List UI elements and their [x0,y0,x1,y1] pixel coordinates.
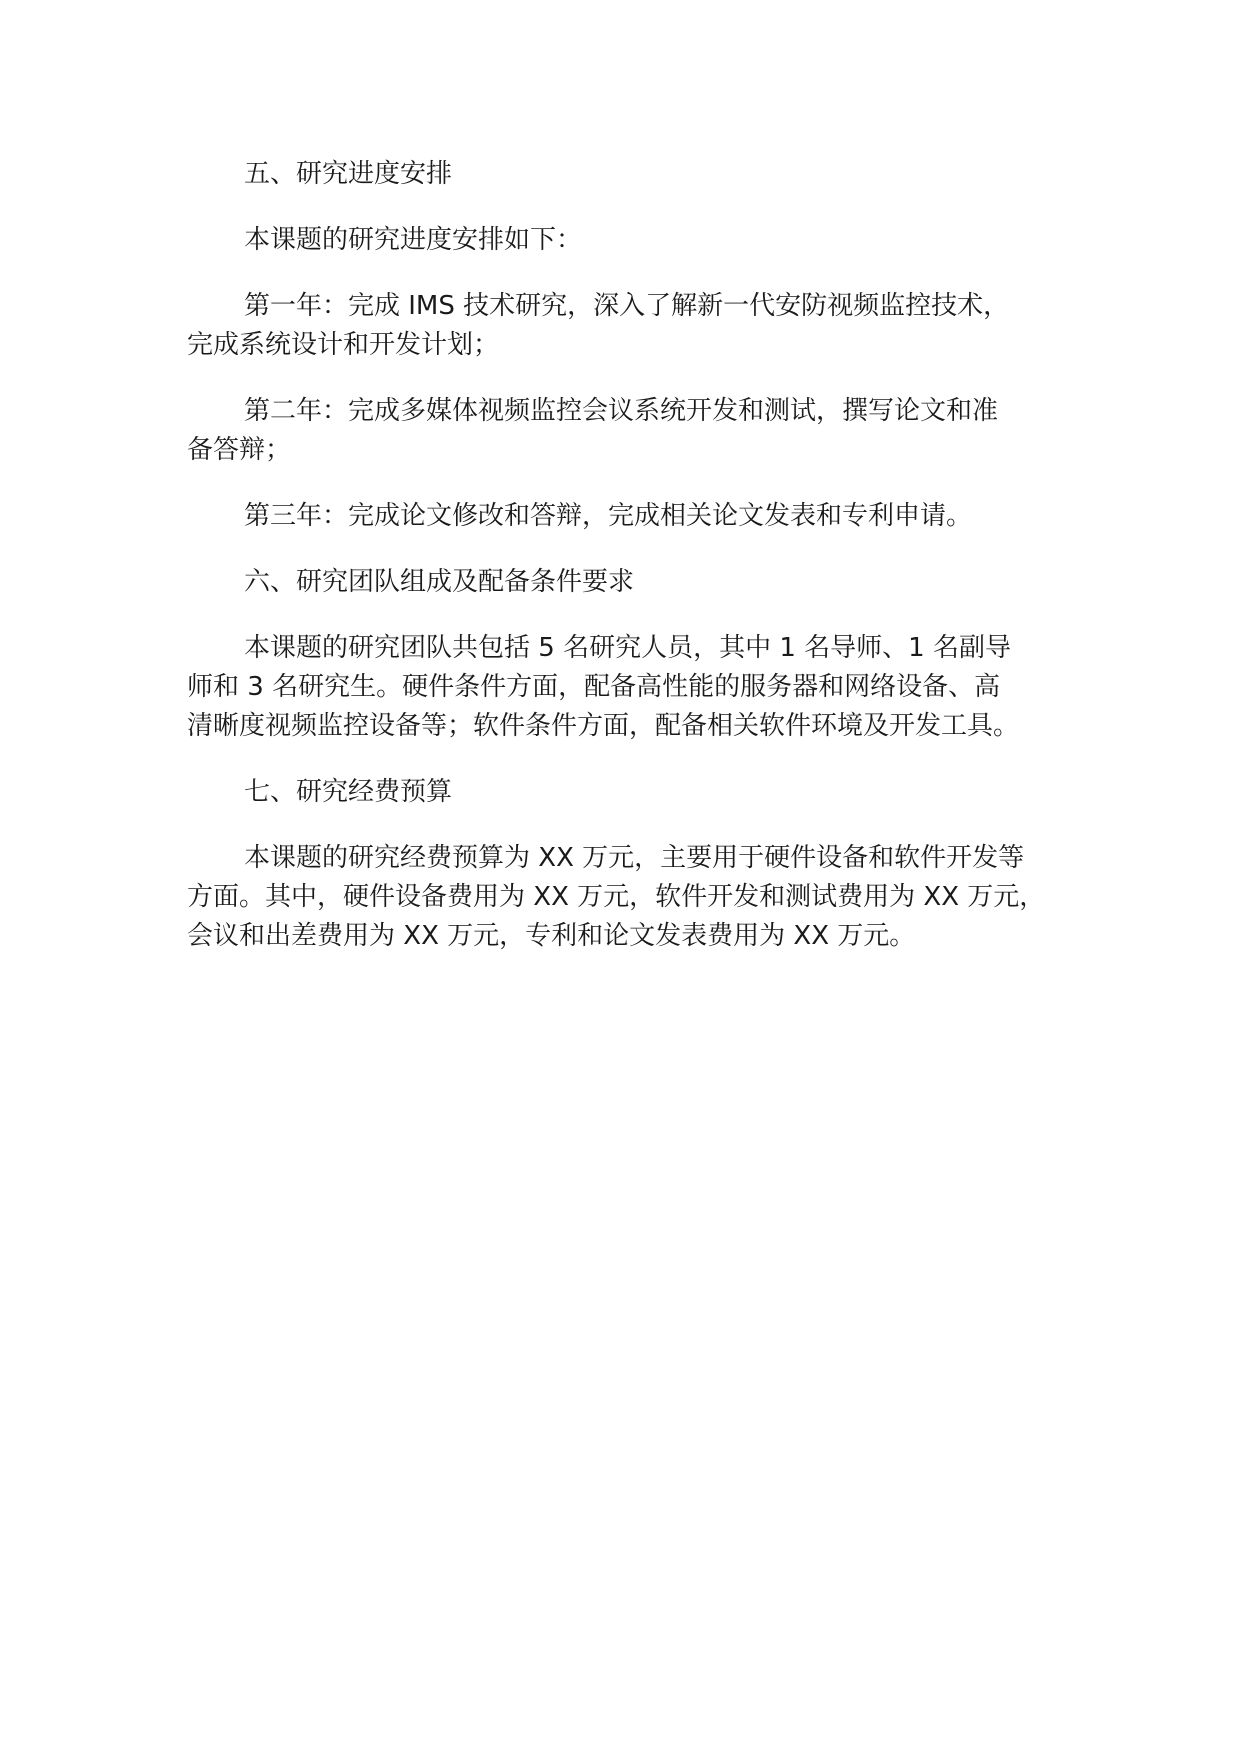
paragraph-team [187,629,1082,746]
paragraph-year-two [187,392,1082,470]
paragraph-line: 会议和出差费用为 XX 万元，专利和论文发表费用为 XX 万元。 [187,921,916,951]
paragraph-line: 完成系统设计和开发计划； [187,330,500,360]
paragraph-schedule-intro [187,221,1082,260]
paragraph-line: 清晰度视频监控设备等；软件条件方面，配备相关软件环境及开发工具。 [187,711,1020,741]
paragraph-year-three [187,497,1082,536]
paragraph-year-one [187,287,1082,365]
document-body [187,155,1082,983]
section-heading-budget: 七、研究经费预算 [244,777,453,807]
paragraph-budget [187,839,1082,956]
paragraph-line: 师和 3 名研究生。硬件条件方面，配备高性能的服务器和网络设备、高 [187,672,1001,702]
paragraph-line: 第二年：完成多媒体视频监控会议系统开发和测试，撰写论文和准 [244,396,999,426]
paragraph-line: 本课题的研究团队共包括 5 名研究人员，其中 1 名导师、1 名副导 [244,633,1011,663]
section-heading-team: 六、研究团队组成及配备条件要求 [244,567,635,597]
paragraph-line: 备答辩； [187,435,292,465]
paragraph-line: 本课题的研究进度安排如下： [244,225,583,255]
paragraph-line: 第三年：完成论文修改和答辩，完成相关论文发表和专利申请。 [244,501,973,531]
paragraph-line: 方面。其中，硬件设备费用为 XX 万元，软件开发和测试费用为 XX 万元， [187,882,1046,912]
section-heading-schedule: 五、研究进度安排 [244,159,453,189]
paragraph-line: 第一年：完成 IMS 技术研究，深入了解新一代安防视频监控技术， [244,291,1010,321]
paragraph-line: 本课题的研究经费预算为 XX 万元，主要用于硬件设备和软件开发等 [244,843,1025,873]
